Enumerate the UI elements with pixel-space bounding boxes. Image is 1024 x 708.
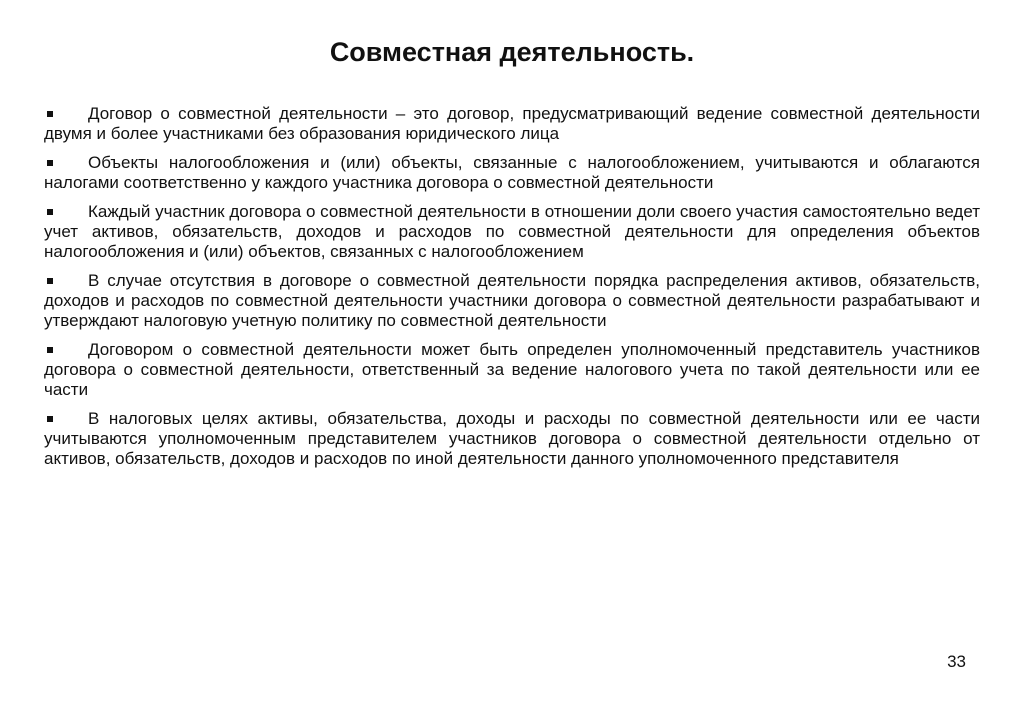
square-bullet-icon [47, 416, 53, 422]
bullet-item-3 [44, 202, 980, 262]
bullet-item-4 [44, 271, 980, 331]
slide-title: Совместная деятельность. [329, 37, 695, 67]
bullet-list [44, 104, 980, 478]
bullet-item-6 [44, 409, 980, 469]
bullet-item-1 [44, 104, 980, 144]
square-bullet-icon [47, 111, 53, 117]
bullet-text-1: Договор о совместной деятельности – это договор, предусматривающий ведение совместной деятельности двумя и более участниками без образования юридического лица [44, 104, 980, 143]
square-bullet-icon [47, 209, 53, 215]
bullet-text-2: Объекты налогообложения и (или) объекты, связанные с налогообложением, учитываются и облагаются налогами соответственно у каждого участника договора о совместной деятельности [44, 153, 980, 192]
bullet-item-5 [44, 340, 980, 400]
bullet-text-4: В случае отсутствия в договоре о совместной деятельности порядка распределения активов, обязательств, доходов и расходов по совместной деятельности участники договора о совместной деятельности разрабатывают и утверждают налоговую учетную политику по совместной деятельности [44, 271, 980, 330]
bullet-text-5: Договором о совместной деятельности может быть определен уполномоченный представитель участников договора о совместной деятельности, ответственный за ведение налогового учета по такой деятельности или ее части [44, 340, 980, 399]
square-bullet-icon [47, 278, 53, 284]
page-number: 33 [947, 652, 966, 671]
bullet-text-6: В налоговых целях активы, обязательства, доходы и расходы по совместной деятельности или ее части учитываются уполномоченным представителем участников договора о совместной деятельности отдельно от активов, обязательств, доходов и расходов по иной деятельности данного уполномоченного представителя [44, 409, 980, 468]
bullet-item-2 [44, 153, 980, 193]
square-bullet-icon [47, 347, 53, 353]
square-bullet-icon [47, 160, 53, 166]
bullet-text-3: Каждый участник договора о совместной деятельности в отношении доли своего участия самостоятельно ведет учет активов, обязательств, доходов и расходов по совместной деятельности для определения объектов налогообложения и (или) объектов, связанных с налогообложением [44, 202, 980, 261]
